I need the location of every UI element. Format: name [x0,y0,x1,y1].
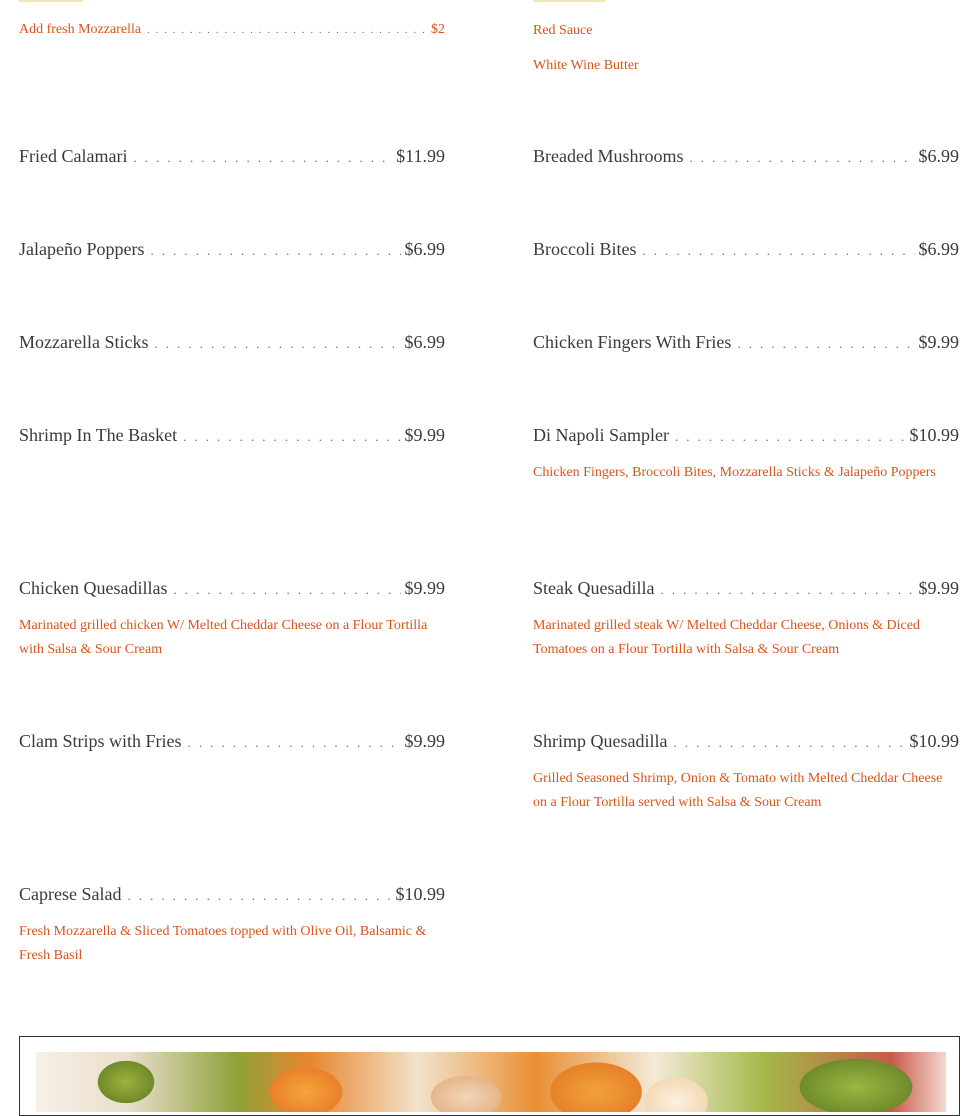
menu-item-price: $6.99 [404,239,445,259]
menu-item-price: $9.99 [918,332,959,352]
menu-item-name: Fried Calamari [19,146,128,166]
menu-item-jalapeno-poppers [19,239,445,260]
menu-item-shrimp-basket [19,425,445,446]
menu-item-description: Marinated grilled steak W/ Melted Cheddar Cheese, Onions & Diced Tomatoes on a Flour Tortilla with Salsa & Sour Cream [533,618,920,657]
menu-item-broccoli-bites [533,239,959,260]
menu-item-price: $10.99 [909,731,959,751]
menu-item-name: Mozzarella Sticks [19,332,149,352]
sauce-option-white-wine: White Wine Butter [533,58,639,73]
menu-item-clam-strips [19,731,445,752]
menu-item-shrimp-quesadilla [533,731,959,752]
menu-item-caprese-salad [19,884,445,905]
top-divider-left [19,0,83,2]
menu-item-description: Chicken Fingers, Broccoli Bites, Mozzarella Sticks & Jalapeño Poppers [533,465,936,480]
menu-item-name: Steak Quesadilla [533,578,655,598]
leader-dots [673,735,905,751]
menu-item-chicken-quesadillas [19,578,445,599]
menu-item-price: $9.99 [404,731,445,751]
menu-item-mozzarella-sticks [19,332,445,353]
leader-dots [173,582,400,598]
leader-dots [737,336,914,352]
menu-item-price: $10.99 [909,425,959,445]
menu-item-name: Di Napoli Sampler [533,425,669,445]
menu-item-name: Chicken Quesadillas [19,578,168,598]
sauce-option-red: Red Sauce [533,23,593,38]
leader-dots [689,150,914,166]
menu-item-name: Jalapeño Poppers [19,239,145,259]
leader-dots [150,243,400,259]
menu-item-price: $6.99 [918,239,959,259]
menu-item-price: $9.99 [404,578,445,598]
menu-item-price: $10.99 [395,884,445,904]
menu-item-price: $6.99 [404,332,445,352]
leader-dots [675,429,906,445]
menu-item-price: $6.99 [918,146,959,166]
menu-item-price: $9.99 [918,578,959,598]
menu-item-steak-quesadilla [533,578,959,599]
leader-dots [133,150,392,166]
menu-item-price: $2 [431,22,445,37]
menu-item-name: Breaded Mushrooms [533,146,684,166]
menu-item-name: Broccoli Bites [533,239,637,259]
menu-item-name: Shrimp In The Basket [19,425,178,445]
menu-item-name: Add fresh Mozzarella [19,22,142,37]
menu-item-breaded-mushrooms [533,146,959,167]
leader-dots [188,735,401,751]
food-photo [36,1052,946,1112]
leader-dots [147,25,427,36]
menu-item-description: Grilled Seasoned Shrimp, Onion & Tomato with Melted Cheddar Cheese on a Flour Tortilla served with Salsa & Sour Cream [533,771,943,810]
menu-item-name: Caprese Salad [19,884,122,904]
menu-item-name: Chicken Fingers With Fries [533,332,732,352]
menu-item-name: Shrimp Quesadilla [533,731,668,751]
leader-dots [183,429,400,445]
leader-dots [127,888,391,904]
menu-item-di-napoli-sampler [533,425,959,446]
menu-item-price: $9.99 [404,425,445,445]
menu-item-fried-calamari [19,146,445,167]
menu-item-add-mozzarella [19,22,445,38]
leader-dots [154,336,400,352]
menu-item-description: Fresh Mozzarella & Sliced Tomatoes topped with Olive Oil, Balsamic & Fresh Basil [19,924,427,963]
top-divider-right [533,0,605,2]
leader-dots [660,582,914,598]
menu-item-name: Clam Strips with Fries [19,731,182,751]
menu-item-chicken-fingers [533,332,959,353]
menu-item-description: Marinated grilled chicken W/ Melted Cheddar Cheese on a Flour Tortilla with Salsa & Sour Cream [19,618,428,657]
menu-item-price: $11.99 [396,146,445,166]
leader-dots [642,243,914,259]
